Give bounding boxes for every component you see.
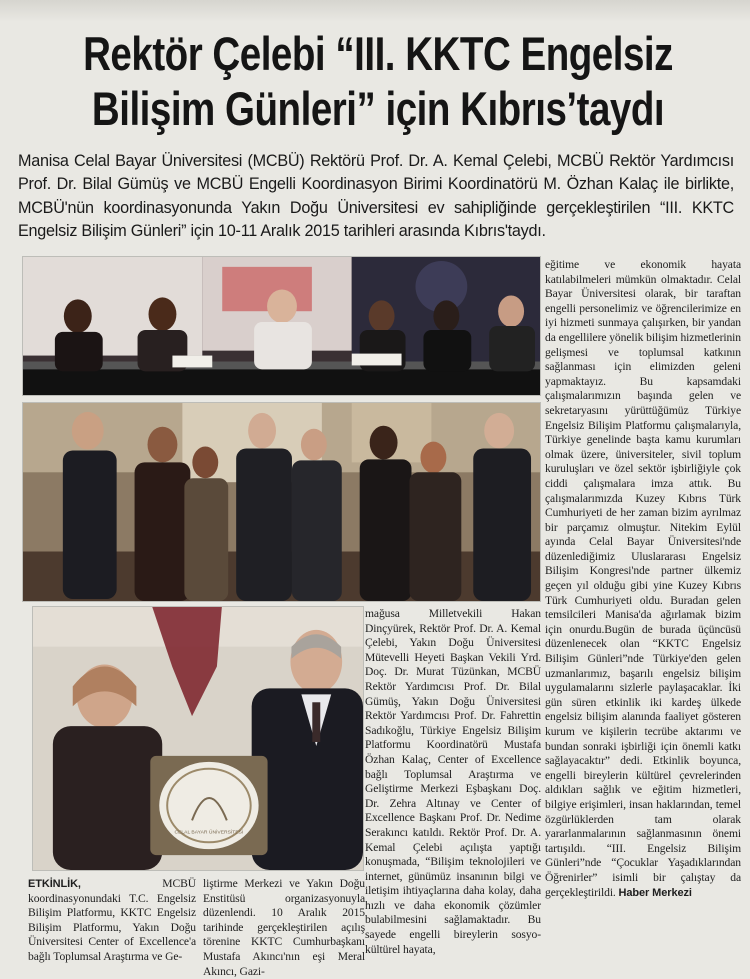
bottom-column-2 xyxy=(203,877,365,979)
bottom-column-1 xyxy=(28,877,196,965)
bottom-column-2-text: liştirme Merkezi ve Yakın Doğu Enstitüsü organizasyonuyla düzenlendi. 10 Aralık 2015 tarihinde gerçekleştirilen açılış törenine KKTC Cumhurbaşkanı Mustafa Akıncı'nın eşi Meral Akıncı, Gazi- xyxy=(203,877,365,978)
panel-photo xyxy=(22,256,541,396)
plaque-photo-image xyxy=(33,607,363,870)
headline-line-2: Bilişim Günleri” için Kıbrıs’taydı xyxy=(91,82,665,135)
section-keyword: ETKİNLİK, xyxy=(28,878,81,890)
group-photo xyxy=(22,402,541,602)
right-column xyxy=(545,258,741,900)
middle-column-text: mağusa Milletvekili Hakan Dinçyürek, Rektör Prof. Dr. A. Kemal Çelebi, Yakın Doğu Üniversitesi Mütevelli Heyeti Başkan Vekili Yrd. Doç. Dr. Murat Tüzünkan, MCBÜ Rektör Yardımcısı Prof. Dr. Bilal Gümüş, Yakın Doğu Üniversitesi Rektör Yardımcısı Prof. Dr. Fahrettin Sadıkoğlu, Türkiye Engelsiz Bilişim Platformu Koordinatörü Mustafa Özhan Kalaç, Center of Excellence bağlı Toplumsal Araştırma ve Geliştirme Merkezi Eşbaşkanı Doç. Dr. Zehra Altınay ve Center of Excellence Başkanı Prof. Dr. Nedime Serakıncı katıldı. Rektör Prof. Dr. A. Kemal Çelebi açılışta yaptığı konuşmada, “Bilişim teknolojileri ve internet, günümüz insanının bilgi ve iletişim ihtiyaçlarına daha kolay, daha hızlı ve daha ekonomik çözümler bulabilmesini sağlamaktadır. Bu sayede engelli bireylerin sosyo-kültürel hayata, xyxy=(365,607,541,956)
headline-line-1: Rektör Çelebi “III. KKTC Engelsiz xyxy=(83,27,673,80)
panel-photo-image xyxy=(23,257,540,395)
plaque-photo xyxy=(32,606,364,871)
bottom-column-1-text: MCBÜ koordinasyonundaki T.C. Engelsiz Bilişim Platformu, KKTC Engelsiz Bilişim Platformu, Yakın Doğu Üniversitesi Center of Excellence'a bağlı Toplumsal Araştırma ve Ge- xyxy=(28,877,196,963)
right-column-text: eğitime ve ekonomik hayata katılabilmeleri mümkün olmaktadır. Celal Bayar Üniversitesi olarak, bir taraftan engelli personelimiz ve öğrencilerimize en iyi hizmeti sunmaya çalışırken, bir yandan da engellilere yönelik bilişim hizmetlerinin gelişmesi ve toplumsal katkının sağlanması için elimizden geleni yapmaktayız. Bu kapsamdaki çalışmalarımızın başında gelen ve sekretaryasını yürüttüğümüz Türkiye Engelsiz Bilişim Platformu çalışmalarıyla, Türkiye genelinde başta kamu kurumları olmak üzere, üniversiteler, sivil toplum kuruluşları ve özel sektör işbirliğiyle çok ciddi çalışmalara imza attık. Bu çalışmalarımızda Kuzey Kıbrıs Türk Cumhuriyeti de her zaman bizim ayrılmaz bir parçamız olmuştur. Nitekim Eylül ayında Celal Bayar Üniversitesi'nde düzenlediğimiz Uluslararası Engelsiz Bilişim Kongresi'nde partner ülkemiz geçen yıl olduğu gibi yine Kuzey Kıbrıs Türk Cumhuriyeti oldu. Buradan gelen temsilcileri Manisa'da ağırlamak bizim için onurdu.Bugün de burada üçüncüsü düzenlenecek olan “KKTC Engelsiz Bilişim Günleri”nde Türkiye'den gelen uzmanlarımız, başarılı engelsiz bilişim uygulamalarını sizlerle paylaşacaklar. İki gün süren etkinlik iki kardeş ülkede engelsiz bilişim alanında faaliyet gösteren kurum ve kişilerin tecrübe aktarımı ve bundan sonraki işbirliği için önemli katkı sağlayacaktır” dedi. Etkinlik boyunca, engelli bireylerin kültürel çevrelerinden aldıkları sağlık ve eğitim hizmetleri, bilgiye erişimleri, insan haklarından, temel özgürlüklerden tam olarak yararlanmalarının sağlanmasının önemi tartışıldı. “III. Engelsiz Bilişim Günleri”nde “Çocuklar Yaşadıklarından Öğrenirler” isimli bir çalıştay da gerçekleştirildi. xyxy=(545,258,741,899)
lead-paragraph: Manisa Celal Bayar Üniversitesi (MCBÜ) Rektörü Prof. Dr. A. Kemal Çelebi, MCBÜ Rektör Yardımcısı Prof. Dr. Bilal Gümüş ve MCBÜ Engelli Koordinasyon Birimi Koordinatörü M. Özhan Kalaç ile birlikte, MCBÜ'nün koordinasyonunda Yakın Doğu Üniversitesi ev sahipliğinde gerçekleştirilen “III. KKTC Engelsiz Bilişim Günleri” için 10-11 Aralık 2015 tarihleri arasında Kıbrıs'taydı. xyxy=(18,152,734,241)
headline xyxy=(83,26,673,136)
page-top-strip xyxy=(0,0,750,22)
middle-column xyxy=(365,607,541,957)
signature: Haber Merkezi xyxy=(618,886,692,899)
group-photo-image xyxy=(23,403,540,601)
plaque-text: CELAL BAYAR ÜNİVERSİTESİ xyxy=(174,830,244,836)
